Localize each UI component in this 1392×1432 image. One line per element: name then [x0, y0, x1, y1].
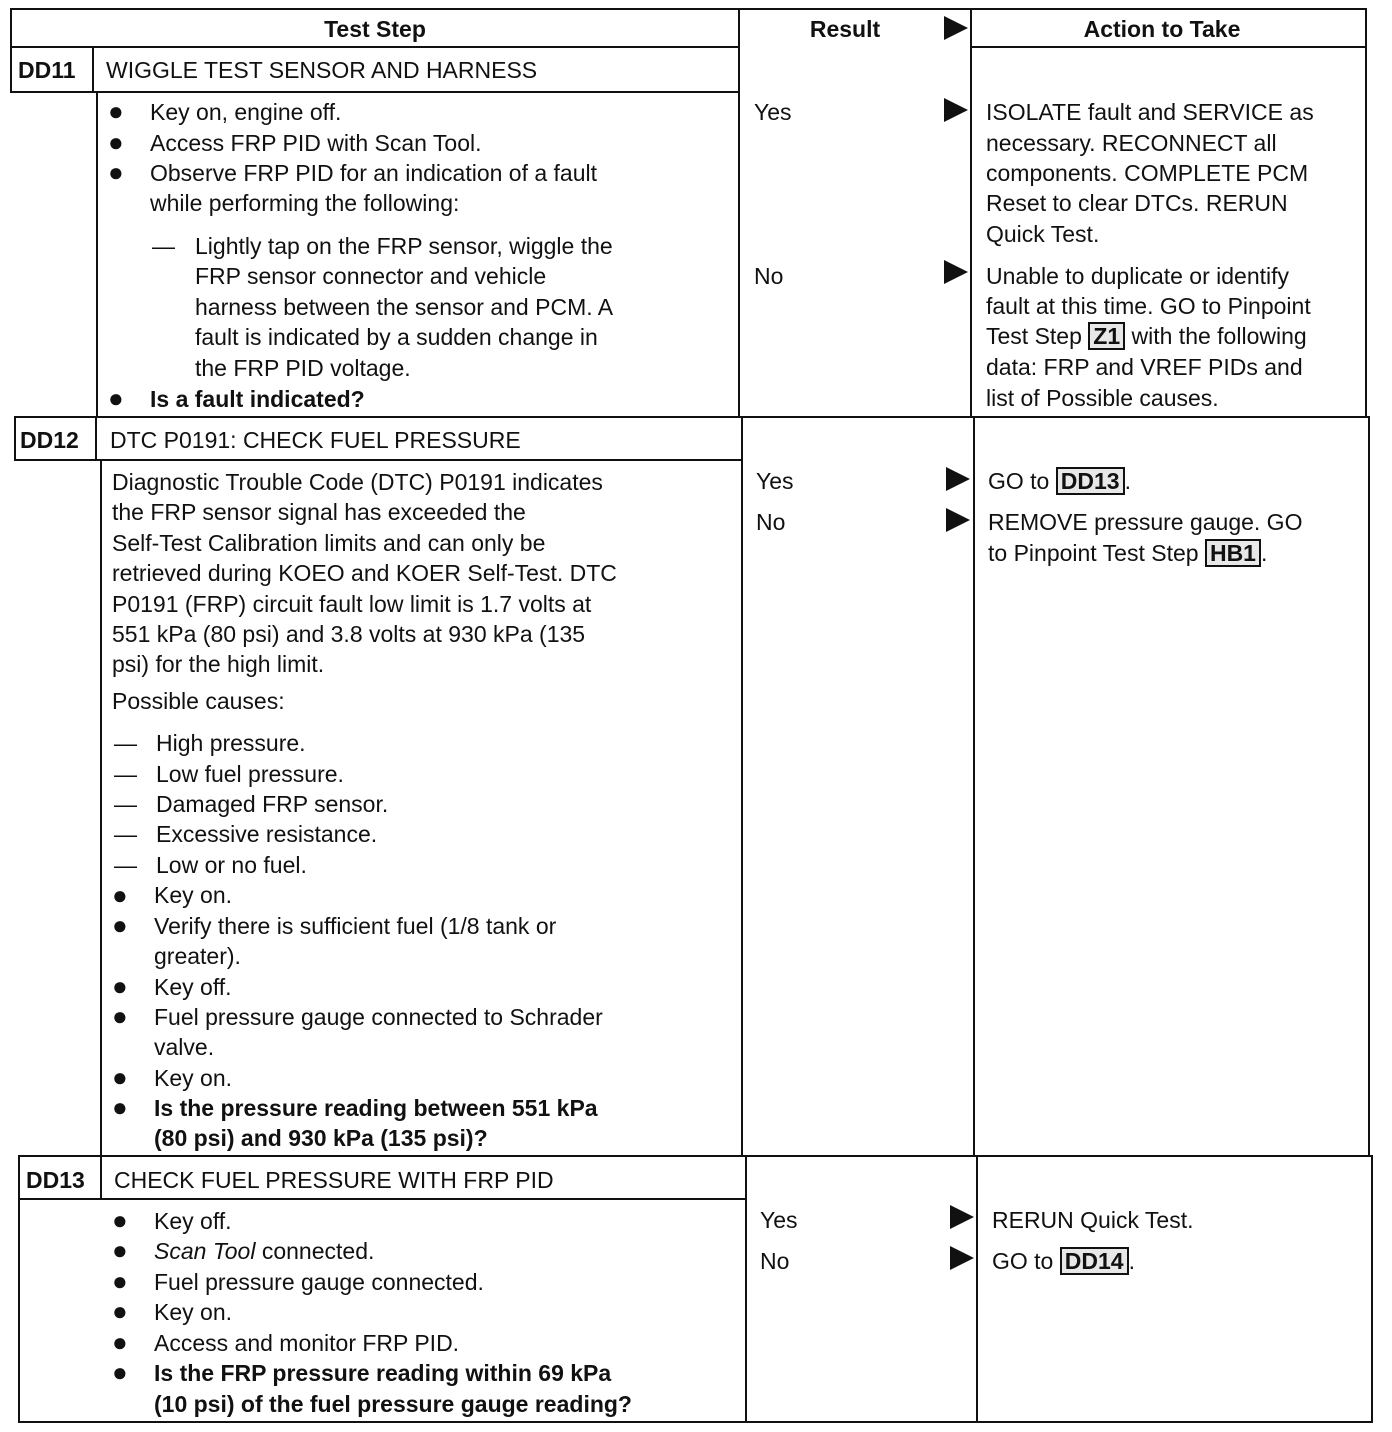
dd12-no-action-2b: .: [1260, 540, 1268, 566]
bullet-icon: ●: [112, 1205, 128, 1235]
dd11-no-action-3a: Test Step: [986, 323, 1089, 349]
dd11-yes-action-3: components. COMPLETE PCM: [986, 160, 1309, 186]
dd13-step-3: Fuel pressure gauge connected.: [154, 1269, 484, 1295]
col-divider-1-dd11: [738, 8, 740, 416]
dd12-para-4: retrieved during KOEO and KOER Self-Test. DTC: [112, 560, 617, 586]
bullet-icon: ●: [112, 1357, 128, 1387]
dd13-step-4: Key on.: [154, 1299, 232, 1325]
step-id-dd12: DD12: [20, 427, 79, 453]
header-result: Result: [809, 16, 881, 42]
id-divider-dd13: [100, 1157, 102, 1199]
dd11-no-action-3: [986, 321, 1307, 352]
header-bottom-border-right: [970, 46, 1367, 48]
dd11-bullet-3: Observe FRP PID for an indication of a fault: [150, 160, 598, 186]
dd13-step-5: Access and monitor FRP PID.: [154, 1330, 460, 1356]
col-divider-1-dd13: [745, 1155, 747, 1423]
dd12-para-2: the FRP sensor signal has exceeded the: [112, 499, 526, 525]
section-divider-dd12: [14, 416, 1370, 418]
dash-icon: —: [114, 791, 137, 817]
dd12-cause-1: High pressure.: [156, 730, 306, 756]
right-border-dd12: [1368, 416, 1370, 1156]
dd12-cause-2: Low fuel pressure.: [156, 761, 344, 787]
dd12-step-4: Fuel pressure gauge connected to Schrader: [154, 1004, 603, 1030]
section-divider-dd13: [18, 1155, 1372, 1157]
dash-icon: —: [114, 852, 137, 878]
dd13-no-action: [992, 1246, 1135, 1277]
bullet-icon: ●: [112, 880, 128, 910]
dd12-step-5: Key on.: [154, 1065, 232, 1091]
dd13-yes-action: RERUN Quick Test.: [992, 1207, 1194, 1233]
bullet-icon: ●: [108, 157, 124, 187]
dd12-no-action-2a: to Pinpoint Test Step: [988, 540, 1205, 566]
step-id-dd11: DD11: [18, 57, 76, 83]
dd11-dash-line-3: harness between the sensor and PCM. A: [195, 294, 614, 320]
id-divider-dd12: [95, 418, 97, 460]
dd12-cause-5: Low or no fuel.: [156, 852, 307, 878]
result-arrow-icon: [944, 98, 968, 122]
dd13-no-action-b: .: [1128, 1248, 1135, 1274]
dd11-dash-line-1: Lightly tap on the FRP sensor, wiggle the: [195, 233, 613, 259]
dd12-possible-causes: Possible causes:: [112, 688, 285, 714]
dd12-yes-action: [988, 466, 1131, 497]
table-top-border: [10, 8, 1367, 10]
step-title-dd11: WIGGLE TEST SENSOR AND HARNESS: [106, 57, 538, 83]
dd11-bullet-3-cont: while performing the following:: [150, 190, 460, 216]
inner-left-dd11: [96, 91, 98, 417]
dd13-result-yes: Yes: [760, 1207, 798, 1233]
table-bottom-border: [18, 1421, 1373, 1423]
bullet-icon: ●: [112, 1062, 128, 1092]
step-ref-hb1[interactable]: HB1: [1205, 539, 1261, 567]
dd13-step-2: [154, 1236, 374, 1267]
dd11-dash-line-5: the FRP PID voltage.: [195, 355, 411, 381]
dd11-no-action-4: data: FRP and VREF PIDs and: [986, 354, 1303, 380]
header-arrow-icon: [944, 16, 968, 40]
bullet-icon: ●: [108, 127, 124, 157]
dd13-step-1: Key off.: [154, 1208, 232, 1234]
step-id-dd13: DD13: [26, 1167, 85, 1193]
dd12-no-action-1: REMOVE pressure gauge. GO: [988, 509, 1303, 535]
right-border-dd13: [1371, 1155, 1373, 1423]
bullet-icon: ●: [112, 1001, 128, 1031]
dd12-para-1: Diagnostic Trouble Code (DTC) P0191 indicates: [112, 469, 603, 495]
dd11-no-action-1: Unable to duplicate or identify: [986, 263, 1290, 289]
dd11-no-action-3b: with the following: [1125, 323, 1307, 349]
dash-icon: —: [114, 730, 137, 756]
header-bottom-border: [10, 46, 738, 48]
step-ref-dd13[interactable]: DD13: [1056, 467, 1125, 495]
dd11-bullet-2: Access FRP PID with Scan Tool.: [150, 130, 482, 156]
step-title-dd12: DTC P0191: CHECK FUEL PRESSURE: [110, 427, 521, 453]
bullet-icon: ●: [112, 1266, 128, 1296]
bullet-icon: ●: [112, 1092, 128, 1122]
step-title-dd13: CHECK FUEL PRESSURE WITH FRP PID: [114, 1167, 554, 1193]
result-arrow-icon: [950, 1246, 974, 1270]
dd11-no-action-2: fault at this time. GO to Pinpoint: [986, 293, 1311, 319]
result-arrow-icon: [946, 508, 970, 532]
dd12-no-action-2: [988, 538, 1267, 569]
dd11-no-action-5: list of Possible causes.: [986, 385, 1219, 411]
col-divider-1-dd12: [741, 416, 743, 1156]
dd11-yes-action-4: Reset to clear DTCs. RERUN: [986, 190, 1288, 216]
dd11-dash-line-2: FRP sensor connector and vehicle: [195, 263, 547, 289]
dd12-para-5: P0191 (FRP) circuit fault low limit is 1.7 volts at: [112, 591, 592, 617]
dd11-yes-action-5: Quick Test.: [986, 221, 1100, 247]
dd13-step-2-italic: Scan Tool: [154, 1238, 256, 1264]
bullet-icon: ●: [108, 383, 124, 413]
col-divider-2-dd13: [976, 1155, 978, 1423]
dd12-cause-4: Excessive resistance.: [156, 821, 378, 847]
header-action: Action to Take: [1083, 16, 1241, 42]
left-border-dd13: [18, 1155, 20, 1423]
dd13-question-2: (10 psi) of the fuel pressure gauge reading?: [154, 1391, 632, 1417]
dd12-yes-action-a: GO to: [988, 468, 1056, 494]
title-bottom-dd11: [10, 91, 738, 93]
dd12-step-1: Key on.: [154, 882, 232, 908]
dd13-question-1: Is the FRP pressure reading within 69 kPa: [154, 1360, 612, 1386]
dd12-step-4-cont: valve.: [154, 1034, 215, 1060]
dd12-para-3: Self-Test Calibration limits and can only be: [112, 530, 546, 556]
dd11-dash-line-4: fault is indicated by a sudden change in: [195, 324, 598, 350]
step-ref-dd14[interactable]: DD14: [1060, 1247, 1129, 1275]
dd12-cause-3: Damaged FRP sensor.: [156, 791, 389, 817]
bullet-icon: ●: [108, 96, 124, 126]
id-divider-dd11: [92, 48, 94, 92]
dd12-para-6: 551 kPa (80 psi) and 3.8 volts at 930 kPa (135: [112, 621, 586, 647]
dd12-yes-action-b: .: [1124, 468, 1131, 494]
dd12-step-3: Key off.: [154, 974, 232, 1000]
result-arrow-icon: [950, 1205, 974, 1229]
dd11-yes-action-2: necessary. RECONNECT all: [986, 130, 1277, 156]
dd13-no-action-a: GO to: [992, 1248, 1060, 1274]
dd12-result-yes: Yes: [756, 468, 794, 494]
result-arrow-icon: [944, 260, 968, 284]
dd12-step-2: Verify there is sufficient fuel (1/8 tank or: [154, 913, 557, 939]
left-border-dd12: [14, 416, 16, 460]
dd13-result-no: No: [760, 1248, 790, 1274]
dd12-result-no: No: [756, 509, 786, 535]
title-bottom-dd13: [18, 1198, 746, 1200]
dash-icon: —: [114, 821, 137, 847]
bullet-icon: ●: [112, 1296, 128, 1326]
right-border-dd11: [1365, 8, 1367, 416]
dd12-step-2-cont: greater).: [154, 943, 241, 969]
bullet-icon: ●: [112, 971, 128, 1001]
dd13-step-2-rest: connected.: [255, 1238, 375, 1264]
title-bottom-dd12: [14, 459, 742, 461]
dd11-yes-action-1: ISOLATE fault and SERVICE as: [986, 99, 1314, 125]
dash-icon: —: [114, 761, 137, 787]
dash-icon: —: [152, 233, 175, 259]
bullet-icon: ●: [112, 1327, 128, 1357]
inner-left-dd12: [100, 459, 102, 1156]
dd11-question: Is a fault indicated?: [150, 386, 365, 412]
bullet-icon: ●: [112, 1235, 128, 1265]
dd12-para-7: psi) for the high limit.: [112, 651, 325, 677]
col-divider-2-dd11: [970, 8, 972, 416]
dd12-question-1: Is the pressure reading between 551 kPa: [154, 1095, 598, 1121]
dd11-result-no: No: [754, 263, 784, 289]
bullet-icon: ●: [112, 910, 128, 940]
col-divider-2-dd12: [973, 416, 975, 1156]
dd11-bullet-1: Key on, engine off.: [150, 99, 342, 125]
step-ref-z1[interactable]: Z1: [1088, 322, 1125, 350]
header-test-step: Test Step: [324, 16, 426, 42]
dd12-question-2: (80 psi) and 930 kPa (135 psi)?: [154, 1125, 488, 1151]
result-arrow-icon: [946, 467, 970, 491]
dd11-result-yes: Yes: [754, 99, 792, 125]
